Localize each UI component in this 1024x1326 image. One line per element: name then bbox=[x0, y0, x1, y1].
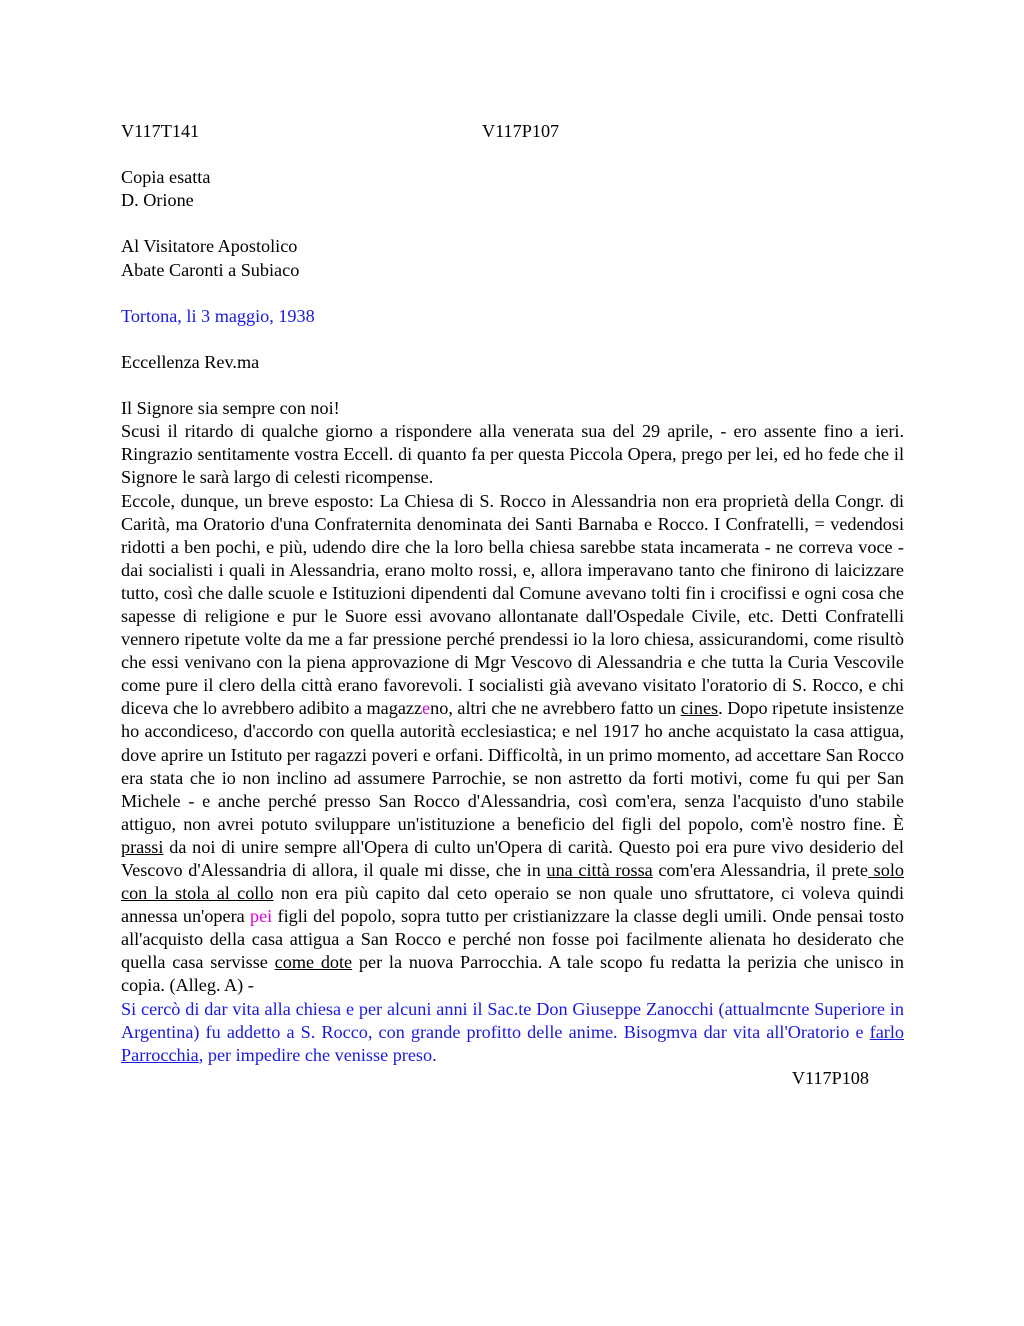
greeting: Il Signore sia sempre con noi! bbox=[121, 398, 340, 419]
p2-text: . Dopo ripetute insistenze ho accondiceso, d'accordo con quella autorità ecclesiastica; e nel 1917 ho anche acquistato la casa attigua, dove aprire un Istituto per ragazzi poveri e orfani. Difficoltà, in un primo momento, ad accettare San Rocco era stata che io non inclino ad assumere Parrochie, se non astretto da forti motivi, come fu qui per San Michele - e anche perché presso San Rocco d'Alessandria, così com'era, senza l'acquisto d'uno stabile attiguo, non avrei potuto sviluppare un'istituzione a beneficio del figli del popolo, com'è nostro fine. È bbox=[121, 698, 905, 834]
p3-underlined-parrocchia: farlo Parrocchia bbox=[121, 1021, 904, 1065]
p2-text: non era più capito dal ceto operaio se non quale uno sfruttatore, ci voleva quindi annessa un'opera bbox=[121, 883, 904, 927]
paragraph-3 bbox=[121, 998, 904, 1067]
header-right-code: V117P107 bbox=[482, 121, 560, 141]
footer-page-code: V117P108 bbox=[791, 1067, 869, 1088]
copy-note-line2: D. Orione bbox=[121, 190, 194, 211]
p2-underlined-dote: come dote bbox=[274, 952, 353, 973]
paragraph-2 bbox=[121, 490, 904, 998]
p2-text: per la nuova Parrocchia. A tale scopo fu redatta la perizia che unisco in copia. (Alleg. A) - bbox=[121, 952, 904, 996]
recipient-line1: Al Visitatore Apostolico bbox=[121, 236, 298, 257]
letter-date: Tortona, li 3 maggio, 1938 bbox=[121, 305, 315, 326]
salutation: Eccellenza Rev.ma bbox=[121, 351, 260, 372]
p2-text: no, altri che ne avrebbero fatto un bbox=[430, 698, 681, 719]
p3-text: Si cercò di dar vita alla chiesa e per alcuni anni il Sac.te Don Giuseppe Zanocchi (attualmcnte Superiore in Argentina) fu addetto a S. Rocco, con grande profitto delle anime. Bisogmva dar vita all'Oratorio e bbox=[121, 998, 904, 1042]
recipient-line2: Abate Caronti a Subiaco bbox=[121, 259, 300, 280]
p2-text: com'era Alessandria, il prete bbox=[652, 860, 868, 880]
p2-underlined-cines: cines bbox=[680, 698, 719, 719]
header-left-code: V117T141 bbox=[121, 121, 200, 141]
p3-text: , per impedire che venisse preso. bbox=[198, 1044, 437, 1065]
p2-highlight-letter: e bbox=[422, 698, 431, 719]
p2-underlined-stola: solo con la stola al collo bbox=[121, 860, 904, 904]
copy-note-line1: Copia esatta bbox=[121, 167, 211, 188]
p2-highlight-pei: pei bbox=[250, 906, 273, 927]
paragraph-1: Scusi il ritardo di qualche giorno a rispondere alla venerata sua del 29 aprile, - ero assente fino a ieri. Ringrazio sentitamente vostra Eccell. di quanto fa per questa Piccola Opera, prego per lei, ed ho fede che il Signore le sarà largo di celesti ricompense. bbox=[121, 421, 904, 488]
p2-underlined-prassi: prassi bbox=[121, 836, 164, 857]
letter-page bbox=[121, 120, 904, 1090]
p2-underlined-citta-rossa: una città rossa bbox=[546, 860, 653, 880]
p2-text: Eccole, dunque, un breve esposto: La Chiesa di S. Rocco in Alessandria non era proprietà della Congr. di Carità, ma Oratorio d'una Confraternita denominata dei Santi Barnaba e Rocco. I Confratelli, = vedendosi ridotti a ben pochi, e più, udendo dire che la loro bella chiesa sarebbe stata incamerata - ne correva voce - dai socialisti i quali in Alessandria, erano molto rossi, e, allora imperavano tanto che finirono di laicizzare tutto, così che dalle scuole e Istituzioni dipendenti dal Comune avevano tolti fin i crocifissi e ogni cosa che sapesse di religione e pur le Suore essi avovano allontanate dall'Ospedale Civile, etc. Detti Confratelli vennero ripetute volte da me a far pressione perché prendessi io la loro chiesa, assicurandomi, come risultò che essi venivano con la piena approvazione di Mgr Vescovo di Alessandria e che tutta la Curia Vescovile come pure il clero della città erano favorevoli. I socialisti già avevano visitato l'oratorio di S. Rocco, e chi diceva che lo avrebbero adibito a magazz bbox=[121, 490, 904, 719]
header-codes bbox=[121, 120, 904, 143]
p2-text: figli del popolo, sopra tutto per cristianizzare la classe degli umili. Onde pensai tosto all'acquisto della casa attigua a San Rocco e perché non fosse poi facilmente alienata ho desiderato che quella casa servisse bbox=[121, 906, 904, 973]
p2-text: da noi di unire sempre all'Opera di culto un'Opera di carità. Questo poi era pure vivo desiderio del Vescovo d'Alessandria di allora, il quale mi disse, che in bbox=[121, 836, 904, 880]
